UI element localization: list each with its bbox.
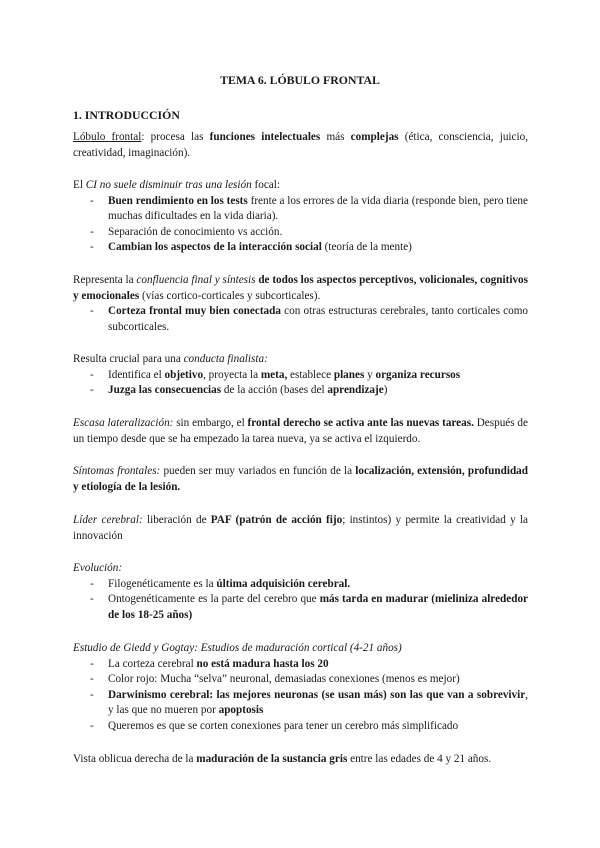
bold-text: complejas bbox=[350, 131, 399, 143]
bold-text: de todos los aspectos perceptivos, volicionales, cognitivos y emocionales bbox=[73, 274, 528, 302]
bold-text: planes bbox=[333, 368, 365, 381]
bold-text: más tarda en madurar (mieliniza alrededor de los 18-25 años) bbox=[108, 593, 528, 621]
text: Queremos es que se corten conexiones para tener un cerebro más simplificado bbox=[108, 719, 459, 732]
list-item bbox=[73, 383, 528, 399]
paragraph-ci bbox=[73, 178, 528, 256]
list-ci bbox=[73, 194, 528, 256]
text: Representa la bbox=[73, 274, 137, 286]
italic-text: Líder cerebral: bbox=[73, 514, 143, 526]
section-heading: 1. INTRODUCCIÓN bbox=[73, 108, 180, 122]
text: (ética, consciencia, juicio, creatividad, imaginación). bbox=[73, 131, 529, 159]
paragraph-lider-cerebral bbox=[73, 513, 528, 544]
bold-text: Cambian los aspectos de la interacción social bbox=[108, 241, 322, 254]
text: La corteza cerebral bbox=[108, 657, 197, 670]
list-item bbox=[73, 688, 528, 719]
bold-text: organiza recursos bbox=[375, 368, 461, 381]
paragraph-sintomas bbox=[73, 464, 528, 495]
paragraph-confluencia bbox=[73, 273, 528, 335]
bold-text: apoptosis bbox=[218, 704, 264, 717]
list-item bbox=[73, 225, 528, 241]
bold-text: maduración de la sustancia gris bbox=[196, 753, 348, 765]
bold-text: Corteza frontal muy bien conectada bbox=[108, 305, 281, 318]
bold-text: Juzga las consecuencias bbox=[108, 384, 222, 397]
italic-text: confluencia final y síntesis bbox=[136, 274, 256, 286]
list-item bbox=[73, 304, 528, 335]
text: establece bbox=[287, 368, 334, 381]
bold-text: no está madura hasta los 20 bbox=[196, 657, 329, 670]
bold-text: objetivo bbox=[164, 368, 204, 381]
bold-text: localización, extensión, profundidad y etiología de la lesión. bbox=[73, 465, 528, 493]
text: Ontogenéticamente es la parte del cerebro que bbox=[108, 593, 320, 606]
bold-text: última adquisición cerebral. bbox=[216, 577, 351, 590]
text: pueden ser muy variados en función de la bbox=[160, 465, 356, 477]
text: Identifica el bbox=[108, 368, 165, 381]
bold-text: Buen rendimiento en los tests bbox=[108, 194, 248, 207]
text: , proyecta la bbox=[203, 368, 261, 381]
text: ) bbox=[383, 384, 388, 397]
paragraph-lobulo-frontal bbox=[73, 130, 528, 161]
text: Filogenéticamente es la bbox=[108, 577, 217, 590]
paragraph-lateralizacion bbox=[73, 416, 528, 447]
list-estudio bbox=[73, 657, 528, 735]
italic-text: Evolución: bbox=[73, 562, 123, 574]
list-item bbox=[73, 657, 528, 673]
list-item bbox=[73, 577, 528, 593]
text: (teoría de la mente) bbox=[321, 241, 412, 254]
bold-text: funciones intelectuales bbox=[209, 131, 321, 143]
text: Separación de conocimiento vs acción. bbox=[108, 225, 283, 238]
italic-text: Escasa lateralización: bbox=[73, 417, 174, 429]
text: más bbox=[320, 131, 351, 143]
text: Color rojo: Mucha “selva” neuronal, demasiadas conexiones (menos es mejor) bbox=[108, 673, 460, 686]
italic-text: CI no suele disminuir tras una lesión bbox=[85, 179, 252, 191]
term-lobulo-frontal: Lóbulo frontal bbox=[73, 131, 142, 143]
text: ; instintos) y permite la creatividad y la innovación bbox=[73, 514, 529, 542]
list-confluencia bbox=[73, 304, 528, 335]
list-item bbox=[73, 194, 528, 225]
text: entre las edades de 4 y 21 años. bbox=[347, 753, 492, 765]
paragraph-vista-oblicua bbox=[73, 752, 528, 768]
bold-text: PAF (patrón de acción fijo bbox=[210, 514, 343, 526]
list-item bbox=[73, 592, 528, 623]
italic-text: Síntomas frontales: bbox=[73, 465, 161, 477]
text: sin embargo, el bbox=[173, 417, 248, 429]
list-item bbox=[73, 368, 528, 384]
bold-text: Darwinismo cerebral: las mejores neuronas (se usan más) son las que van a sobrevivir bbox=[108, 688, 526, 701]
list-evolucion bbox=[73, 577, 528, 624]
bold-text: meta, bbox=[260, 368, 288, 381]
list-conducta bbox=[73, 368, 528, 399]
document-title: TEMA 6. LÓBULO FRONTAL bbox=[220, 73, 380, 87]
text: Vista oblicua derecha de la bbox=[73, 753, 197, 765]
text: con otras estructuras cerebrales, tanto corticales como subcorticales. bbox=[108, 305, 529, 333]
paragraph-conducta-finalista bbox=[73, 352, 528, 399]
text: de la acción (bases del bbox=[221, 384, 328, 397]
italic-text: Estudio de Giedd y Gogtay: Estudios de maduración cortical (4-21 años) bbox=[73, 642, 402, 654]
list-item bbox=[73, 719, 528, 735]
text: frente a los errores de la vida diaria (responde bien, pero tiene muchas dificultades en la vida diaria). bbox=[108, 194, 528, 223]
list-item bbox=[73, 672, 528, 688]
paragraph-estudio-giedd bbox=[73, 641, 528, 735]
text: : procesa las bbox=[141, 131, 210, 143]
italic-text: conducta finalista: bbox=[183, 353, 268, 365]
paragraph-evolucion bbox=[73, 561, 528, 623]
text: Después de un tiempo desde que se ha empezado la tarea nueva, ya se activa el izquierdo. bbox=[73, 417, 528, 445]
text: Resulta crucial para una bbox=[73, 353, 184, 365]
list-item bbox=[73, 240, 528, 256]
text: El bbox=[73, 179, 86, 191]
bold-text: aprendizaje bbox=[327, 384, 384, 397]
text: y bbox=[364, 368, 376, 381]
text: liberación de bbox=[142, 514, 211, 526]
text: focal: bbox=[251, 179, 280, 191]
text: (vías cortico-corticales y subcorticales). bbox=[139, 289, 321, 302]
text: , y las que no mueren por bbox=[108, 688, 528, 717]
bold-text: frontal derecho se activa ante las nuevas tareas. bbox=[247, 417, 474, 429]
